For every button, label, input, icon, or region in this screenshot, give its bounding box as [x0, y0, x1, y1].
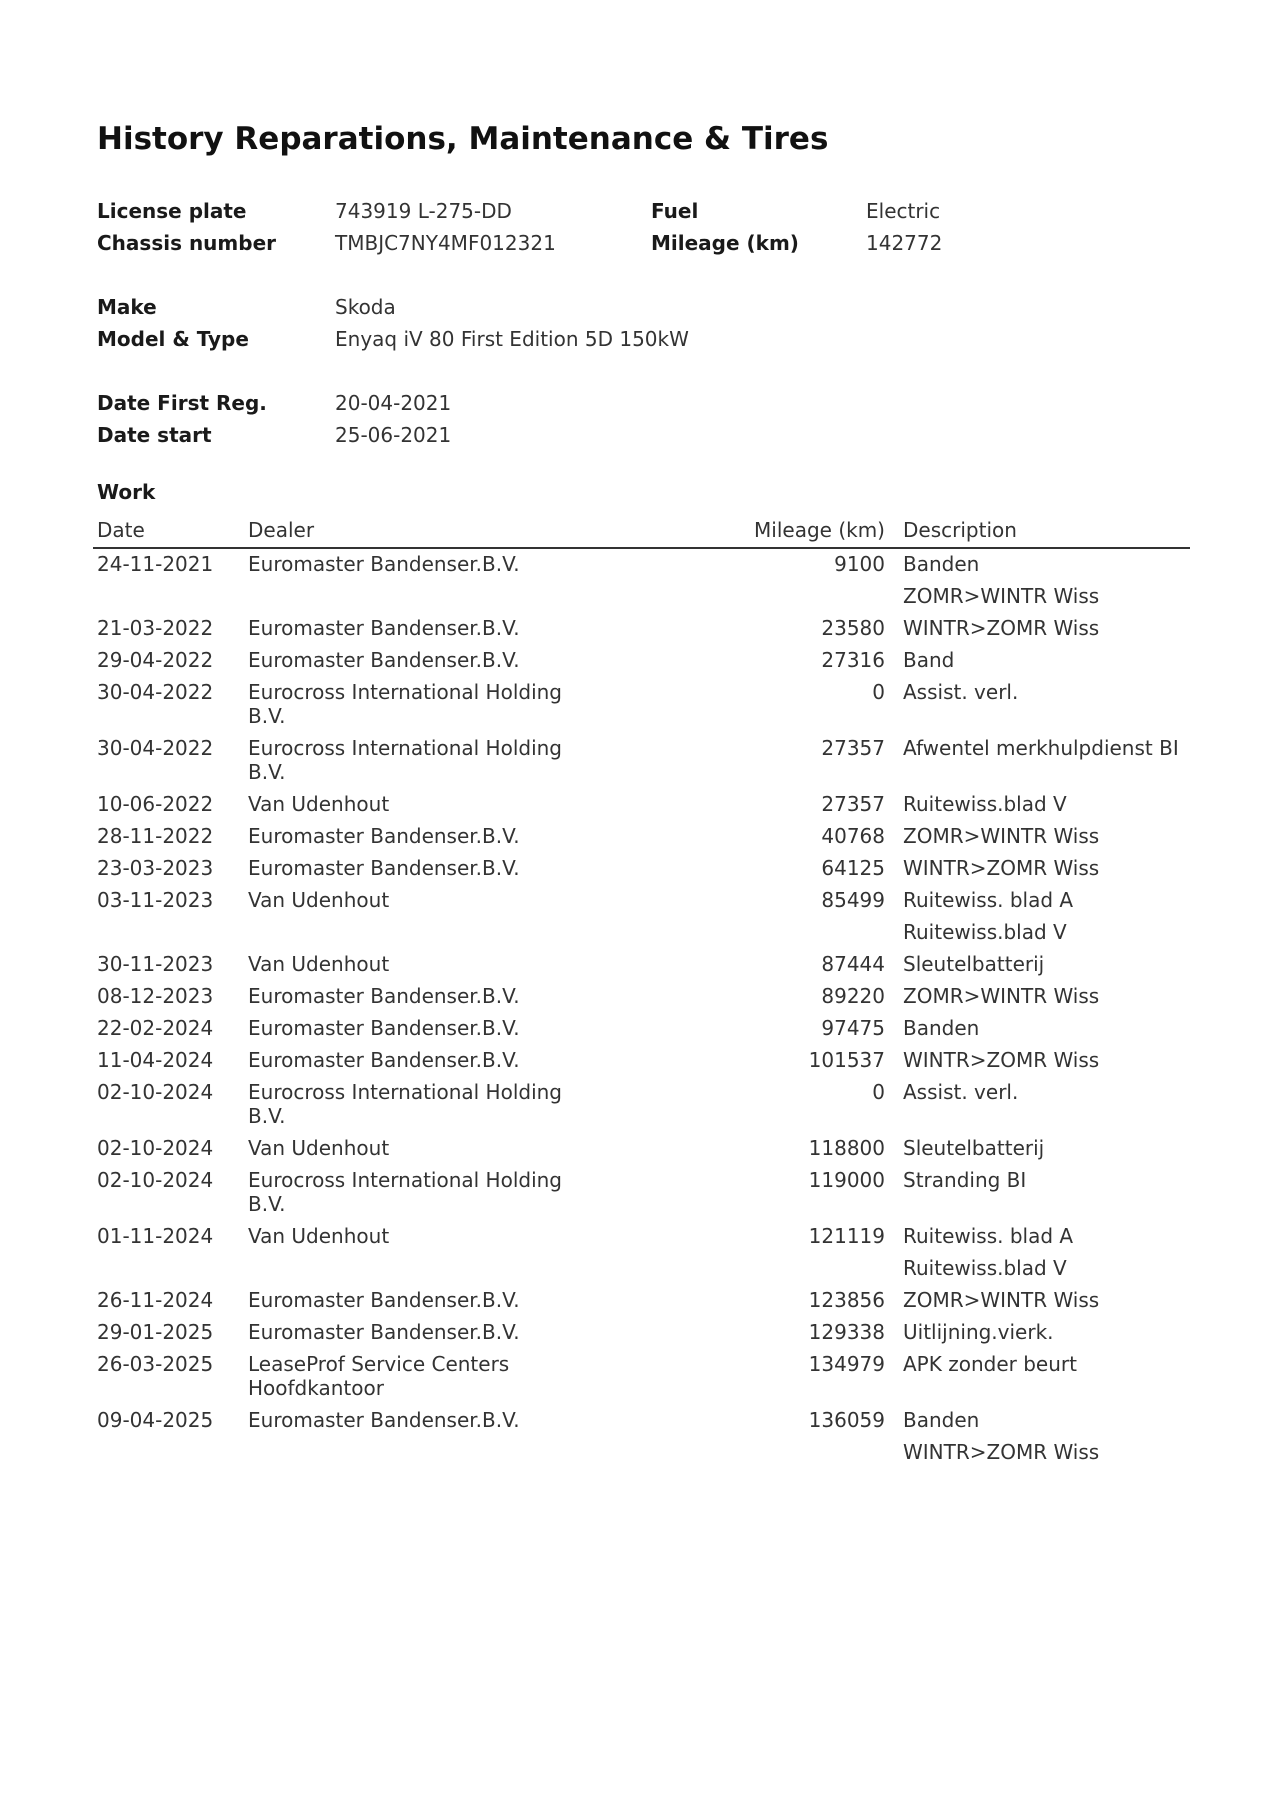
- cell-date: 28-11-2022: [97, 824, 214, 848]
- cell-date: 02-10-2024: [97, 1080, 214, 1104]
- table-row: [93, 1221, 1190, 1285]
- cell-date: 10-06-2022: [97, 792, 214, 816]
- cell-dealer: Van Udenhout: [248, 792, 390, 816]
- make-value: Skoda: [335, 295, 396, 319]
- table-row: [93, 1045, 1190, 1077]
- table-row: [93, 645, 1190, 677]
- cell-date: 26-11-2024: [97, 1288, 214, 1312]
- description-line: ZOMR>WINTR Wiss: [903, 1288, 1100, 1312]
- cell-mileage: 27316: [821, 648, 885, 672]
- table-row: [93, 1317, 1190, 1349]
- cell-mileage: 87444: [821, 952, 885, 976]
- cell-date: 02-10-2024: [97, 1136, 214, 1160]
- cell-description: [899, 1349, 1190, 1405]
- cell-mileage: 121119: [808, 1224, 885, 1248]
- description-line: Ruitewiss.blad V: [903, 920, 1067, 944]
- cell-description: [899, 1077, 1190, 1133]
- cell-description: [899, 1405, 1190, 1469]
- cell-date: 30-11-2023: [97, 952, 214, 976]
- cell-date: 30-04-2022: [97, 680, 214, 704]
- cell-description: [899, 677, 1190, 733]
- info-row-make: [0, 292, 1280, 322]
- table-row: [93, 981, 1190, 1013]
- table-row: [93, 613, 1190, 645]
- model-label: Model & Type: [97, 327, 249, 351]
- cell-description: [899, 645, 1190, 677]
- fuel-value: Electric: [866, 199, 941, 223]
- cell-date: 01-11-2024: [97, 1224, 214, 1248]
- mileage-label: Mileage (km): [651, 231, 799, 255]
- cell-mileage: 101537: [808, 1048, 885, 1072]
- cell-description: [899, 853, 1190, 885]
- model-value: Enyaq iV 80 First Edition 5D 150kW: [335, 327, 689, 351]
- cell-dealer: Euromaster Bandenser.B.V.: [248, 1016, 520, 1040]
- description-line: Banden: [903, 552, 980, 576]
- date-start-label: Date start: [97, 423, 212, 447]
- info-row-first-reg: [0, 388, 1280, 418]
- column-header-dealer: Dealer: [244, 515, 571, 548]
- cell-mileage: 97475: [821, 1016, 885, 1040]
- description-line: Assist. verl.: [903, 680, 1019, 704]
- cell-dealer: Euromaster Bandenser.B.V.: [248, 824, 520, 848]
- chassis-value: TMBJC7NY4MF012321: [335, 231, 556, 255]
- cell-date: 21-03-2022: [97, 616, 214, 640]
- description-line: Stranding BI: [903, 1168, 1027, 1192]
- cell-mileage: 23580: [821, 616, 885, 640]
- cell-date: 08-12-2023: [97, 984, 214, 1008]
- table-row: [93, 821, 1190, 853]
- column-header-description: Description: [899, 515, 1190, 548]
- cell-dealer: Eurocross International Holding B.V.: [248, 1168, 563, 1216]
- work-section-label: Work: [97, 480, 156, 504]
- cell-date: 29-04-2022: [97, 648, 214, 672]
- description-line: Assist. verl.: [903, 1080, 1019, 1104]
- cell-mileage: 136059: [808, 1408, 885, 1432]
- info-row-date-start: [0, 420, 1280, 450]
- column-header-date: Date: [93, 515, 244, 548]
- cell-dealer: Euromaster Bandenser.B.V.: [248, 616, 520, 640]
- cell-dealer: Euromaster Bandenser.B.V.: [248, 1408, 520, 1432]
- description-line: WINTR>ZOMR Wiss: [903, 856, 1100, 880]
- cell-description: [899, 949, 1190, 981]
- cell-date: 03-11-2023: [97, 888, 214, 912]
- cell-mileage: 123856: [808, 1288, 885, 1312]
- cell-dealer: Euromaster Bandenser.B.V.: [248, 984, 520, 1008]
- cell-dealer: Euromaster Bandenser.B.V.: [248, 1048, 520, 1072]
- description-line: ZOMR>WINTR Wiss: [903, 584, 1100, 608]
- table-row: [93, 885, 1190, 949]
- cell-description: [899, 613, 1190, 645]
- table-row: [93, 1405, 1190, 1469]
- cell-date: 02-10-2024: [97, 1168, 214, 1192]
- description-line: APK zonder beurt: [903, 1352, 1077, 1376]
- description-line: Ruitewiss.blad V: [903, 792, 1067, 816]
- work-table: [93, 515, 1190, 1469]
- description-line: WINTR>ZOMR Wiss: [903, 616, 1100, 640]
- license-plate-value: 743919 L-275-DD: [335, 199, 512, 223]
- cell-description: [899, 1221, 1190, 1285]
- cell-dealer: Euromaster Bandenser.B.V.: [248, 1288, 520, 1312]
- cell-description: [899, 733, 1190, 789]
- cell-description: [899, 1045, 1190, 1077]
- cell-mileage: 134979: [808, 1352, 885, 1376]
- cell-mileage: 40768: [821, 824, 885, 848]
- description-line: WINTR>ZOMR Wiss: [903, 1440, 1100, 1464]
- cell-date: 30-04-2022: [97, 736, 214, 760]
- cell-mileage: 129338: [808, 1320, 885, 1344]
- column-header-mileage: Mileage (km): [571, 515, 899, 548]
- cell-description: [899, 1317, 1190, 1349]
- cell-mileage: 0: [872, 680, 885, 704]
- table-row: [93, 853, 1190, 885]
- mileage-value: 142772: [866, 231, 943, 255]
- cell-mileage: 119000: [808, 1168, 885, 1192]
- cell-mileage: 64125: [821, 856, 885, 880]
- table-row: [93, 1077, 1190, 1133]
- table-row: [93, 1165, 1190, 1221]
- cell-dealer: Euromaster Bandenser.B.V.: [248, 552, 520, 576]
- cell-dealer: Eurocross International Holding B.V.: [248, 680, 563, 728]
- table-row: [93, 548, 1190, 613]
- table-row: [93, 733, 1190, 789]
- cell-mileage: 89220: [821, 984, 885, 1008]
- cell-dealer: Van Udenhout: [248, 888, 390, 912]
- fuel-label: Fuel: [651, 199, 699, 223]
- work-table-body: [93, 548, 1190, 1469]
- cell-description: [899, 821, 1190, 853]
- cell-dealer: Euromaster Bandenser.B.V.: [248, 1320, 520, 1344]
- description-line: Ruitewiss. blad A: [903, 1224, 1074, 1248]
- cell-date: 24-11-2021: [97, 552, 214, 576]
- cell-description: [899, 1285, 1190, 1317]
- table-row: [93, 677, 1190, 733]
- cell-dealer: Van Udenhout: [248, 952, 390, 976]
- table-row: [93, 1013, 1190, 1045]
- cell-mileage: 0: [872, 1080, 885, 1104]
- info-row-plate-fuel: [0, 196, 1280, 226]
- first-reg-value: 20-04-2021: [335, 391, 452, 415]
- cell-dealer: Eurocross International Holding B.V.: [248, 1080, 563, 1128]
- description-line: Sleutelbatterij: [903, 952, 1045, 976]
- page-title: History Reparations, Maintenance & Tires: [97, 121, 829, 157]
- cell-description: [899, 548, 1190, 613]
- work-table-header: [93, 515, 1190, 548]
- cell-dealer: Euromaster Bandenser.B.V.: [248, 648, 520, 672]
- description-line: Sleutelbatterij: [903, 1136, 1045, 1160]
- cell-date: 09-04-2025: [97, 1408, 214, 1432]
- cell-mileage: 9100: [834, 552, 885, 576]
- description-line: ZOMR>WINTR Wiss: [903, 824, 1100, 848]
- cell-dealer: Eurocross International Holding B.V.: [248, 736, 563, 784]
- cell-dealer: LeaseProf Service Centers Hoofdkantoor: [248, 1352, 510, 1400]
- table-row: [93, 949, 1190, 981]
- description-line: Uitlijning.vierk.: [903, 1320, 1054, 1344]
- cell-date: 23-03-2023: [97, 856, 214, 880]
- table-row: [93, 1285, 1190, 1317]
- cell-mileage: 85499: [821, 888, 885, 912]
- info-row-model: [0, 324, 1280, 354]
- cell-date: 11-04-2024: [97, 1048, 214, 1072]
- cell-description: [899, 1165, 1190, 1221]
- cell-dealer: Van Udenhout: [248, 1224, 390, 1248]
- description-line: Banden: [903, 1408, 980, 1432]
- description-line: Ruitewiss.blad V: [903, 1256, 1067, 1280]
- table-row: [93, 1349, 1190, 1405]
- first-reg-label: Date First Reg.: [97, 391, 267, 415]
- cell-mileage: 118800: [808, 1136, 885, 1160]
- description-line: WINTR>ZOMR Wiss: [903, 1048, 1100, 1072]
- cell-date: 26-03-2025: [97, 1352, 214, 1376]
- cell-date: 22-02-2024: [97, 1016, 214, 1040]
- cell-date: 29-01-2025: [97, 1320, 214, 1344]
- table-row: [93, 789, 1190, 821]
- cell-dealer: Euromaster Bandenser.B.V.: [248, 856, 520, 880]
- make-label: Make: [97, 295, 157, 319]
- description-line: Ruitewiss. blad A: [903, 888, 1074, 912]
- description-line: Band: [903, 648, 955, 672]
- cell-description: [899, 1013, 1190, 1045]
- chassis-label: Chassis number: [97, 231, 277, 255]
- cell-mileage: 27357: [821, 792, 885, 816]
- cell-dealer: Van Udenhout: [248, 1136, 390, 1160]
- date-start-value: 25-06-2021: [335, 423, 452, 447]
- cell-mileage: 27357: [821, 736, 885, 760]
- cell-description: [899, 885, 1190, 949]
- license-plate-label: License plate: [97, 199, 247, 223]
- cell-description: [899, 981, 1190, 1013]
- description-line: ZOMR>WINTR Wiss: [903, 984, 1100, 1008]
- description-line: Afwentel merkhulpdienst BI: [903, 736, 1179, 760]
- table-row: [93, 1133, 1190, 1165]
- info-row-chassis-mileage: [0, 228, 1280, 258]
- cell-description: [899, 1133, 1190, 1165]
- cell-description: [899, 789, 1190, 821]
- description-line: Banden: [903, 1016, 980, 1040]
